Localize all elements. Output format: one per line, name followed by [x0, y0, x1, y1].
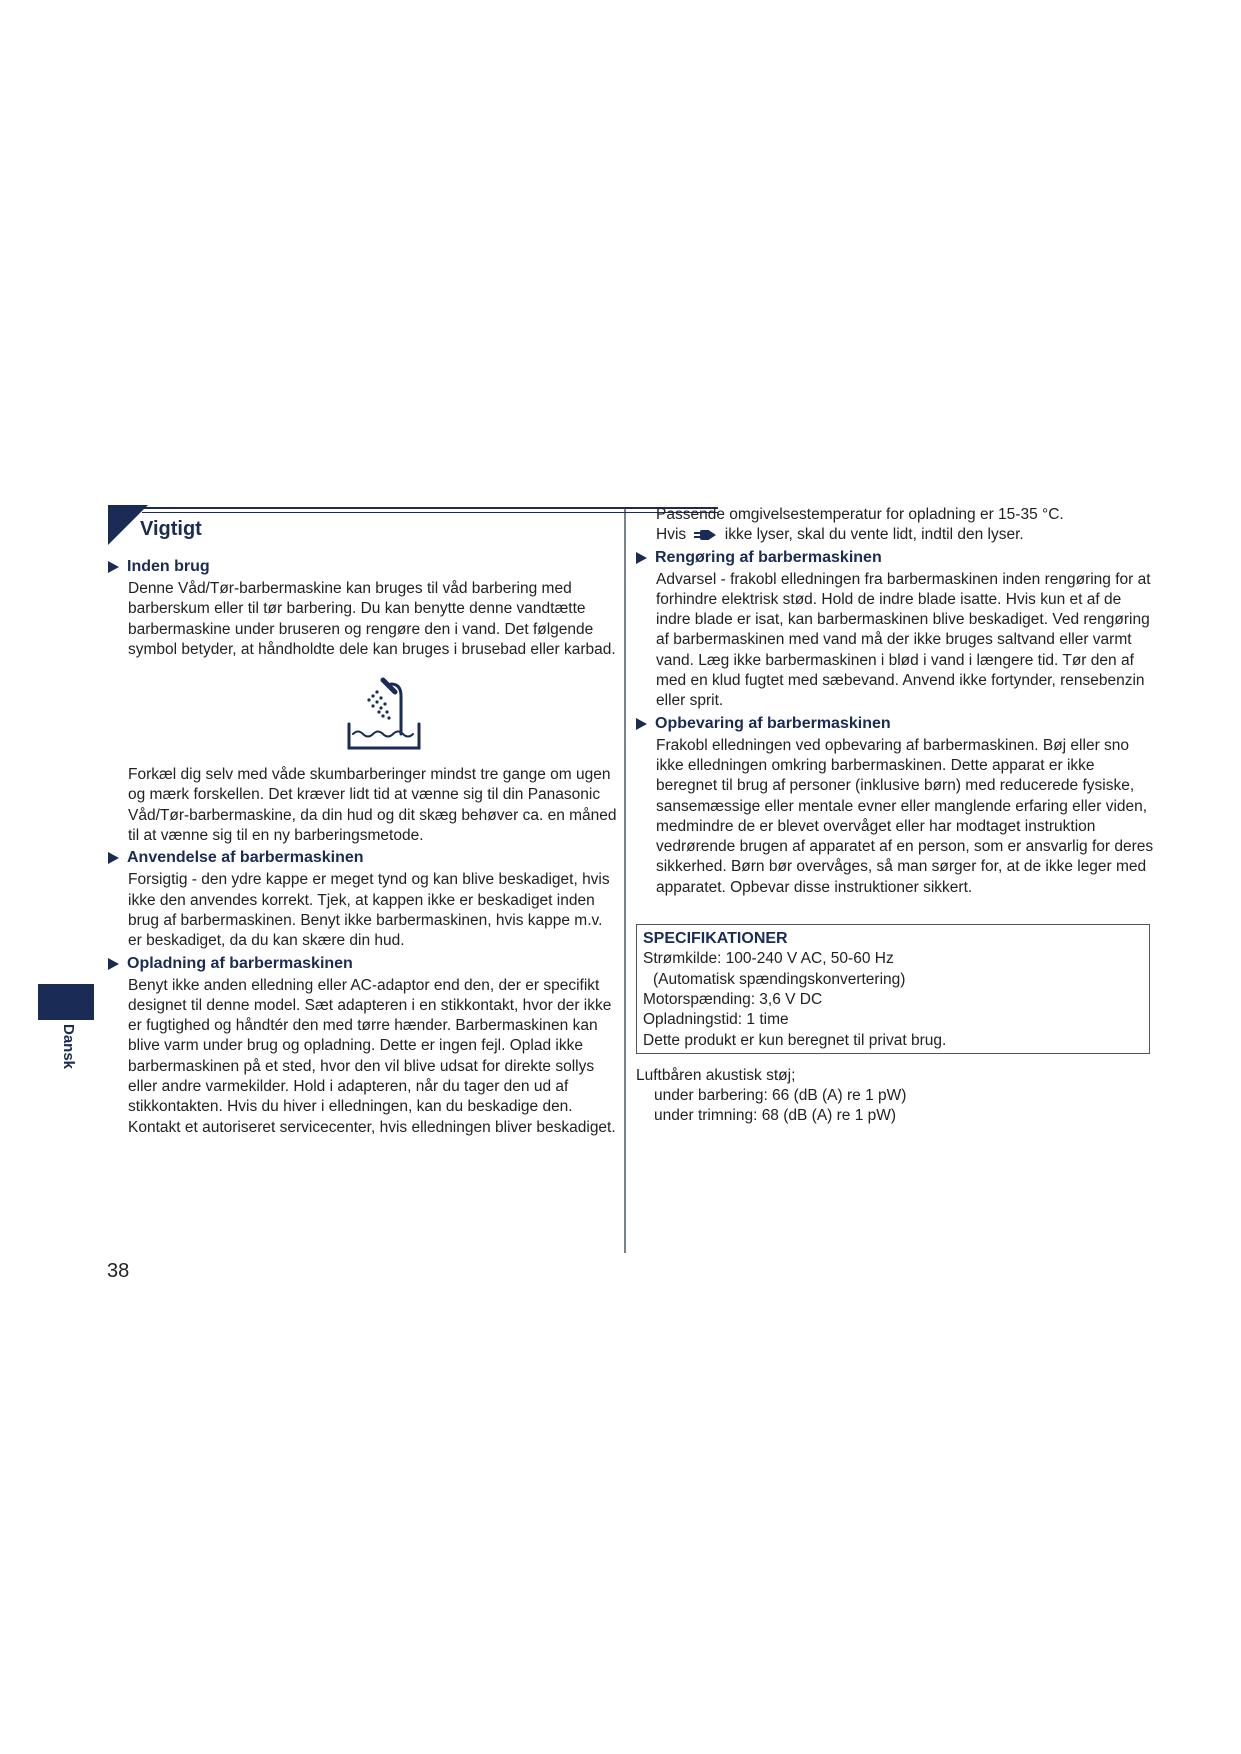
spec-line: (Automatisk spændingskonvertering) [653, 970, 906, 988]
noise-line: under barbering: 66 (dB (A) re 1 pW) [654, 1087, 907, 1105]
header-rule [138, 507, 718, 509]
arrow-bullet-icon [108, 561, 119, 573]
arrow-bullet-icon [108, 958, 119, 970]
spec-line: Dette produkt er kun beregnet til privat brug. [643, 1031, 947, 1049]
section-heading-opbevaring [636, 714, 1156, 734]
section-body-opbevaring [636, 736, 1156, 898]
paragraph: Advarsel - frakobl elledningen fra barbermaskinen inden rengøring for at forhindre elektrisk stød. Hold de indre blade isatte. Hvis kun et af de indre blade er isat, kan barbermaskinen blive beskadiget. Ved rengøring af barbermaskinen med vand må der ikke bruges saltvand eller varmt vand. Læg ikke barbermaskinen i blød i vand i længere tid. Tør den af med en klud fugtet med sæbevand. Anvend ikke fortynder, rensebenzin eller sprit. [656, 570, 1151, 710]
shower-symbol-area [128, 660, 618, 765]
section-heading-text: Inden brug [127, 558, 210, 575]
section-body-opladning [108, 976, 618, 1138]
section-heading-text: Opladning af barbermaskinen [127, 954, 353, 972]
section-heading-anvendelse [108, 848, 618, 868]
right-column [636, 505, 1156, 1127]
page-number: 38 [107, 1260, 130, 1282]
arrow-bullet-icon [636, 552, 647, 564]
shower-bath-icon [343, 674, 433, 754]
header-rule-thin [142, 512, 718, 513]
section-body-anvendelse [108, 870, 618, 951]
paragraph: Frakobl elledningen ved opbevaring af barbermaskinen. Bøj eller sno ikke elledningen omkring barbermaskinen. Dette apparat er ikke beregnet til brug af personer (inklusive børn) med reducerede fysiske, sansemæssige eller mentale evner eller manglende erfaring eller viden, medmindre de er blevet overvåget eller har modtaget instruktion vedrørende brugen af apparatet af en person, som er ansvarlig for deres sikkerhed. Børn bør overvåges, så man sørger for, at de ikke leger med apparatet. Opbevar disse instruktioner sikkert. [656, 736, 1154, 896]
section-body-rengoring [636, 570, 1156, 712]
text-fragment: ikke lyser, skal du vente lidt, indtil den lyser. [724, 526, 1024, 544]
language-tab [38, 984, 94, 1020]
paragraph: Denne Våd/Tør-barbermaskine kan bruges til våd barbering med barberskum eller til tør barbering. Du kan benytte denne vandtætte barbermaskine under bruseren og rengøre den i vand. Det følgende symbol betyder, at håndholdte dele kan bruges i brusebad eller karbad. [128, 580, 616, 658]
specifications-title: SPECIFIKATIONER [643, 930, 788, 948]
arrow-bullet-icon [108, 852, 119, 864]
spec-line: Motorspænding: 3,6 V DC [643, 990, 823, 1008]
left-column [108, 505, 618, 1138]
paragraph: Forkæl dig selv med våde skumbarberinger mindst tre gange om ugen og mærk forskellen. Det kræver lidt tid at vænne sig til din Panasonic Våd/Tør-barbermaskine, da din hud og dit skæg behøver ca. en måned til at vænne sig til en ny barberingsmetode. [128, 766, 617, 845]
column-divider [624, 507, 626, 1253]
paragraph: Forsigtig - den ydre kappe er meget tynd og kan blive beskadiget, hvis ikke den anvendes korrekt. Tjek, at kappen ikke er beskadiget inden brug af barbermaskinen. Benyt ikke barbermaskinen, hvis kappe m.v. er beskadiget, da du kan skære din hud. [128, 871, 610, 950]
section-heading-rengoring [636, 548, 1156, 568]
paragraph [656, 525, 1156, 545]
charging-note [636, 505, 1156, 546]
paragraph: Passende omgivelsestemperatur for opladning er 15-35 °C. [656, 506, 1064, 523]
important-header [108, 505, 618, 545]
spec-line: Opladningstid: 1 time [643, 1011, 789, 1029]
text-fragment: Hvis [656, 526, 687, 544]
noise-title: Luftbåren akustisk støj; [636, 1066, 796, 1084]
noise-line: under trimning: 68 (dB (A) re 1 pW) [654, 1107, 897, 1125]
charge-plug-icon [694, 529, 716, 541]
section-heading-inden-brug [108, 557, 618, 577]
section-heading-opladning [108, 954, 618, 974]
important-title: Vigtigt [140, 518, 202, 540]
section-body-inden-brug [108, 579, 618, 846]
language-label: Dansk [60, 1024, 77, 1070]
section-heading-text: Rengøring af barbermaskinen [655, 548, 882, 566]
paragraph: Benyt ikke anden elledning eller AC-adaptor end den, der er specifikt designet til denne model. Sæt adapteren i en stikkontakt, hvor der ikke er fugtighed og håndtér den med tørre hænder. Barbermaskinen kan blive varm under brug og opladning. Dette er ingen fejl. Oplad ikke barbermaskinen på et sted, hvor den vil blive udsat for direkte sollys eller andre varmekilder. Hold i adapteren, når du tager den ud af stikkontakten. Hvis du hiver i elledningen, kan du beskadige den. Kontakt et autoriseret servicecenter, hvis elledningen bliver beskadiget. [128, 976, 616, 1136]
specifications-box [636, 924, 1150, 1054]
arrow-bullet-icon [636, 718, 647, 730]
spec-line: Strømkilde: 100-240 V AC, 50-60 Hz [643, 950, 894, 968]
section-heading-text: Anvendelse af barbermaskinen [127, 849, 364, 867]
noise-info [636, 1066, 1156, 1127]
section-heading-text: Opbevaring af barbermaskinen [655, 714, 891, 732]
